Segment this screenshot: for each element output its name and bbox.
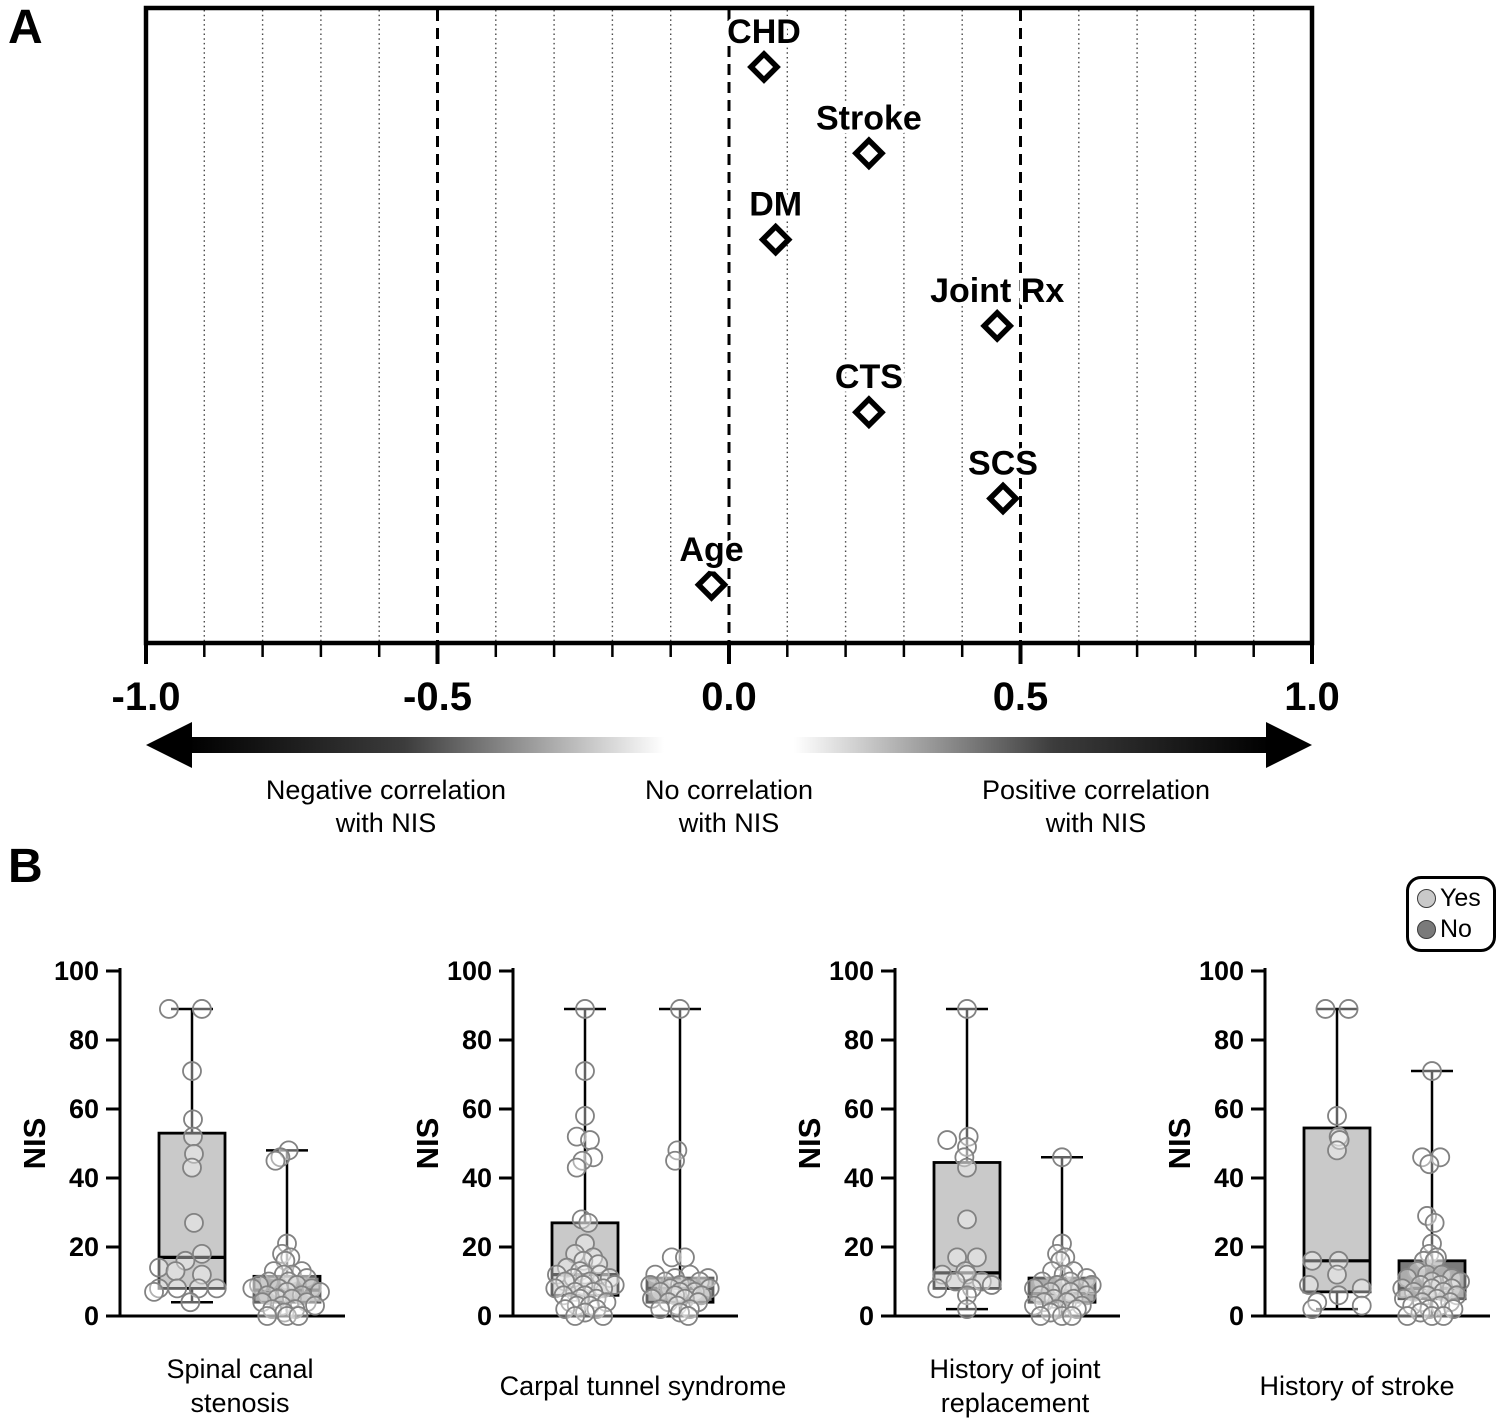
data-point — [1303, 1300, 1321, 1318]
category-label-line: History of joint — [929, 1354, 1101, 1385]
data-point — [983, 1276, 1001, 1294]
y-tick-label: 60 — [843, 1094, 874, 1124]
y-tick-label: 0 — [476, 1301, 492, 1331]
legend-item-no — [1417, 915, 1481, 944]
y-tick-label: 100 — [53, 956, 99, 986]
data-point — [958, 1159, 976, 1177]
x-tick-label: -1.0 — [111, 675, 181, 719]
y-axis-title: NIS — [792, 1117, 827, 1170]
data-point — [671, 1000, 689, 1018]
data-point — [566, 1307, 584, 1325]
data-point — [1435, 1307, 1453, 1325]
data-point — [576, 1107, 594, 1125]
y-tick-label: 80 — [843, 1025, 874, 1055]
data-point — [1330, 1286, 1348, 1304]
y-tick-label: 60 — [68, 1094, 99, 1124]
data-point — [928, 1279, 946, 1297]
panel-b-letter: B — [8, 840, 43, 893]
marker-label: DM — [749, 185, 803, 224]
marker-label: CHD — [727, 13, 801, 51]
x-tick-label: 0.5 — [992, 675, 1049, 719]
data-point — [1398, 1307, 1416, 1325]
y-tick-label: 100 — [828, 956, 874, 986]
x-tick-label: 0.0 — [701, 675, 757, 719]
positive-correlation-label — [916, 774, 1276, 840]
marker-label: CTS — [834, 358, 903, 397]
data-point — [568, 1159, 586, 1177]
data-point — [1328, 1141, 1346, 1159]
data-point — [651, 1300, 669, 1318]
diamond-marker-cts — [856, 399, 882, 425]
y-tick-label: 60 — [1213, 1094, 1244, 1124]
data-point — [576, 1000, 594, 1018]
category-label-line: Carpal tunnel syndrome — [499, 1371, 787, 1402]
category-label-2 — [473, 1352, 813, 1422]
left-arrowhead-icon — [146, 722, 192, 768]
diamond-marker-chd — [751, 54, 777, 80]
category-label-line: Spinal canal — [166, 1354, 314, 1385]
data-point — [1353, 1279, 1371, 1297]
data-point — [958, 1210, 976, 1228]
category-label-line: History of stroke — [1259, 1371, 1455, 1402]
legend — [1406, 876, 1496, 952]
correlation-gradient-bar — [188, 737, 1270, 753]
diamond-marker-stroke — [856, 140, 882, 166]
data-point — [958, 1000, 976, 1018]
diamond-marker-joint-rx — [984, 313, 1010, 339]
category-label-4 — [1187, 1352, 1499, 1422]
negative-correlation-label — [206, 774, 566, 840]
data-point — [193, 1245, 211, 1263]
data-point — [1423, 1062, 1441, 1080]
data-point — [160, 1000, 178, 1018]
y-tick-label: 40 — [461, 1163, 492, 1193]
y-tick-label: 0 — [858, 1301, 874, 1331]
data-point — [208, 1279, 226, 1297]
data-point — [1340, 1000, 1358, 1018]
y-tick-label: 20 — [1213, 1232, 1244, 1262]
diamond-marker-age — [699, 572, 725, 598]
diamond-marker-scs — [990, 486, 1016, 512]
y-tick-label: 100 — [446, 956, 492, 986]
data-point — [579, 1214, 597, 1232]
data-point — [1303, 1252, 1321, 1270]
diamond-marker-dm — [763, 227, 789, 253]
data-point — [594, 1307, 612, 1325]
data-point — [576, 1062, 594, 1080]
y-tick-label: 0 — [83, 1301, 99, 1331]
negative-correlation-line2: with NIS — [335, 807, 437, 838]
data-point — [679, 1307, 697, 1325]
right-arrowhead-icon — [1266, 722, 1312, 768]
data-point — [306, 1297, 324, 1315]
y-tick-label: 40 — [1213, 1163, 1244, 1193]
y-axis-title: NIS — [17, 1117, 52, 1170]
data-point — [1316, 1000, 1334, 1018]
no-correlation-line1: No correlation — [644, 775, 814, 805]
data-point — [1328, 1107, 1346, 1125]
data-point — [145, 1283, 163, 1301]
positive-correlation-line1: Positive correlation — [981, 775, 1211, 805]
no-swatch-icon — [1417, 920, 1436, 939]
y-tick-label: 20 — [843, 1232, 874, 1262]
panel-a-letter: A — [8, 1, 43, 54]
yes-swatch-icon — [1417, 889, 1436, 908]
data-point — [958, 1300, 976, 1318]
data-point — [183, 1159, 201, 1177]
data-point — [184, 1128, 202, 1146]
data-point — [1053, 1148, 1071, 1166]
x-tick-label: 1.0 — [1284, 675, 1340, 719]
data-point — [581, 1131, 599, 1149]
y-tick-label: 60 — [461, 1094, 492, 1124]
data-point — [1426, 1214, 1444, 1232]
no-correlation-line2: with NIS — [678, 807, 780, 838]
negative-correlation-line1: Negative correlation — [265, 775, 507, 805]
data-point — [168, 1279, 186, 1297]
marker-label: SCS — [968, 444, 1038, 483]
data-point — [938, 1131, 956, 1149]
y-tick-label: 20 — [68, 1232, 99, 1262]
data-point — [1353, 1297, 1371, 1315]
y-tick-label: 0 — [1228, 1301, 1244, 1331]
data-point — [184, 1110, 202, 1128]
marker-label: Joint Rx — [930, 271, 1065, 310]
data-point — [258, 1307, 276, 1325]
no-correlation-label — [549, 774, 909, 840]
category-label-1 — [70, 1352, 410, 1422]
y-tick-label: 40 — [68, 1163, 99, 1193]
data-point — [150, 1259, 168, 1277]
y-tick-label: 80 — [461, 1025, 492, 1055]
legend-yes-label: Yes — [1440, 884, 1481, 912]
data-point — [676, 1248, 694, 1266]
data-point — [1328, 1266, 1346, 1284]
y-tick-label: 20 — [461, 1232, 492, 1262]
data-point — [290, 1307, 308, 1325]
legend-item-yes — [1417, 884, 1481, 913]
y-tick-label: 100 — [1198, 956, 1244, 986]
category-label-line: replacement — [940, 1388, 1090, 1418]
y-tick-label: 80 — [68, 1025, 99, 1055]
marker-label: Stroke — [816, 99, 922, 138]
y-tick-label: 40 — [843, 1163, 874, 1193]
category-label-line: stenosis — [190, 1388, 290, 1418]
data-point — [193, 1000, 211, 1018]
marker-label: Age — [679, 530, 744, 569]
data-point — [1420, 1155, 1438, 1173]
y-tick-label: 80 — [1213, 1025, 1244, 1055]
data-point — [1032, 1307, 1050, 1325]
data-point — [266, 1152, 284, 1170]
y-axis-title: NIS — [410, 1117, 445, 1170]
positive-correlation-line2: with NIS — [1045, 807, 1147, 838]
data-point — [183, 1062, 201, 1080]
x-tick-label: -0.5 — [403, 675, 472, 719]
category-label-3 — [845, 1352, 1185, 1422]
data-point — [666, 1152, 684, 1170]
data-point — [1300, 1276, 1318, 1294]
y-axis-title: NIS — [1162, 1117, 1197, 1170]
data-point — [185, 1214, 203, 1232]
legend-no-label: No — [1440, 915, 1472, 943]
data-point — [181, 1293, 199, 1311]
data-point — [167, 1262, 185, 1280]
data-point — [1063, 1307, 1081, 1325]
